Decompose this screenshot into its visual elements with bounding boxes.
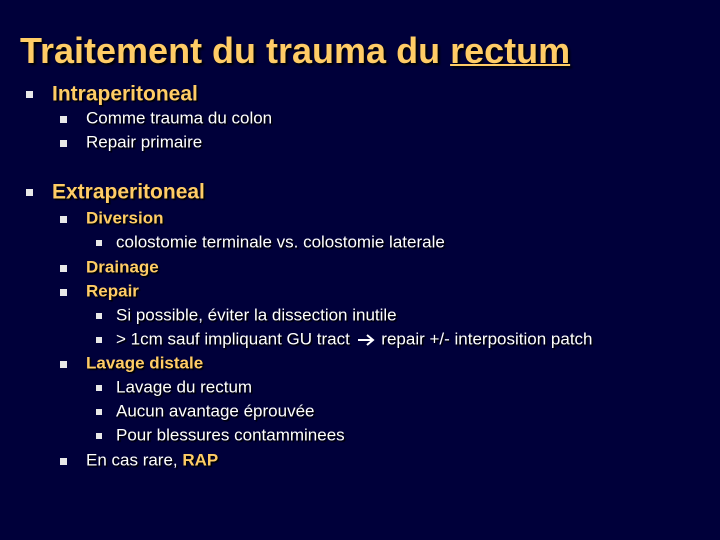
bullet-repair: Repair — [60, 281, 139, 302]
square-bullet-icon — [96, 306, 116, 326]
square-bullet-icon — [26, 82, 52, 106]
rap-highlight: RAP — [182, 450, 219, 470]
bullet-intraperitoneal: Intraperitoneal — [26, 82, 198, 106]
title-prefix: Traitement du trauma du — [20, 30, 451, 71]
square-bullet-icon — [60, 133, 86, 153]
bullet-diversion-sub: colostomie terminale vs. colostomie laterale — [96, 232, 445, 253]
square-bullet-icon — [60, 451, 86, 471]
bullet-repair-sub-2: > 1cm sauf impliquant GU tract repair +/- interposition patch — [96, 329, 593, 350]
square-bullet-icon — [60, 258, 86, 278]
square-bullet-icon — [96, 330, 116, 350]
square-bullet-icon — [96, 402, 116, 422]
square-bullet-icon — [60, 354, 86, 374]
square-bullet-icon — [60, 282, 86, 302]
bullet-lavage-sub-2: Aucun avantage éprouvée — [96, 401, 315, 422]
slide-title — [20, 30, 570, 72]
square-bullet-icon — [96, 426, 116, 446]
title-underlined: rectum — [450, 30, 571, 71]
bullet-lavage-sub-1: Lavage du rectum — [96, 377, 252, 398]
right-arrow-icon — [357, 334, 375, 346]
square-bullet-icon — [26, 180, 52, 204]
square-bullet-icon — [96, 378, 116, 398]
bullet-lavage-sub-3: Pour blessures contamminees — [96, 425, 345, 446]
bullet-drainage: Drainage — [60, 257, 159, 278]
bullet-diversion: Diversion — [60, 208, 163, 229]
bullet-intra-item-2: Repair primaire — [60, 132, 202, 153]
square-bullet-icon — [60, 109, 86, 129]
square-bullet-icon — [60, 209, 86, 229]
bullet-repair-sub-1: Si possible, éviter la dissection inutile — [96, 305, 397, 326]
square-bullet-icon — [96, 233, 116, 253]
bullet-lavage: Lavage distale — [60, 353, 203, 374]
bullet-extraperitoneal: Extraperitoneal — [26, 180, 205, 204]
bullet-intra-item-1: Comme trauma du colon — [60, 108, 272, 129]
bullet-rare: En cas rare, RAP — [60, 450, 218, 471]
